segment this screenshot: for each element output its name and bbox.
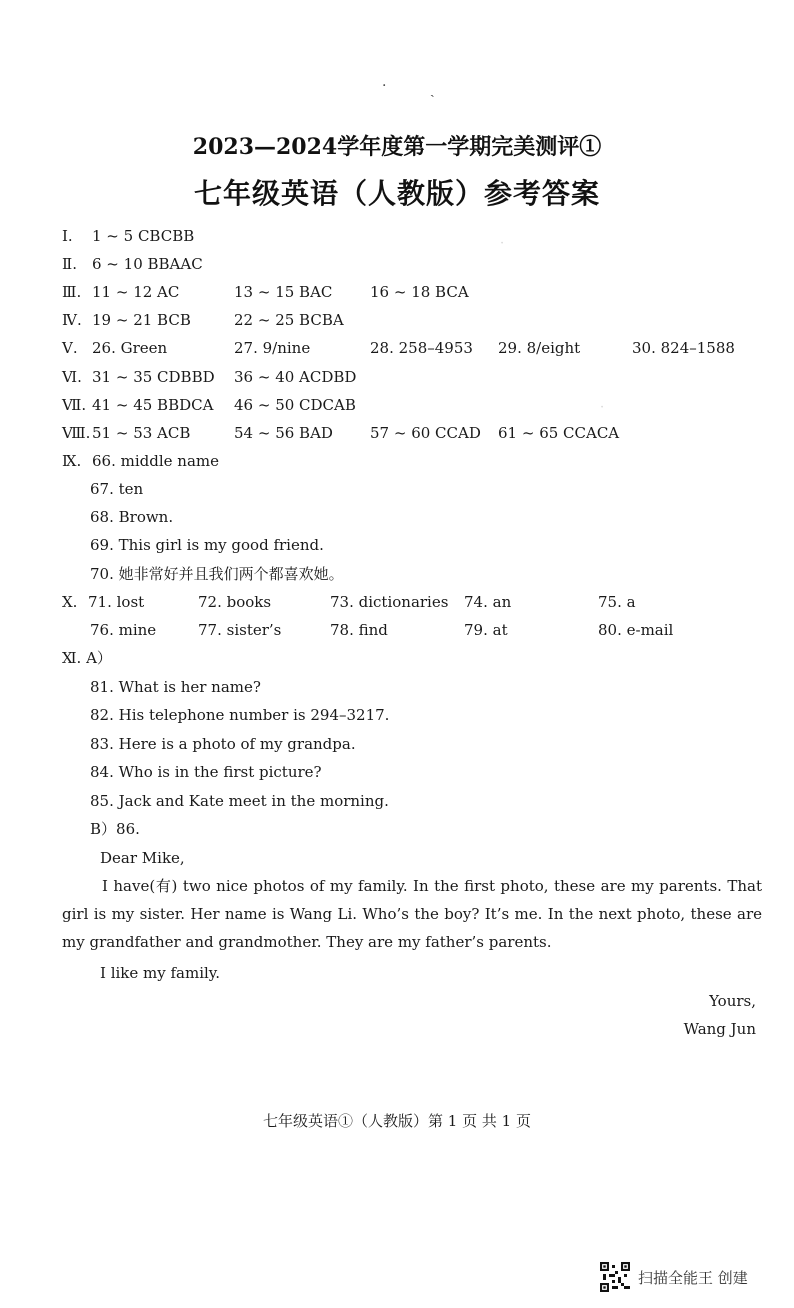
answer-line: 81. What is her name? [90, 678, 261, 696]
qr-code-icon [600, 1262, 630, 1292]
answer-cell: 16 ~ 18 BCA [370, 283, 469, 301]
answer-cell: 36 ~ 40 ACDBD [234, 368, 357, 386]
answer-cell: 74. an [464, 593, 512, 611]
answer-cell: 76. mine [90, 621, 157, 639]
section-number: Ⅲ. [62, 283, 82, 301]
answer-cell: 30. 824–1588 [632, 339, 735, 357]
section-x-row-2 [62, 619, 762, 641]
section-number: Ⅷ. [62, 424, 91, 442]
page-title: 2023—2024学年度第一学期完美测评① [192, 134, 602, 160]
answer-cell: 26. Green [92, 339, 168, 357]
letter-body: I have(有) two nice photos of my family. In the first photo, these are my parents. That girl is my sister. Her name is Wang Li. Who’s the boy? It’s me. In the next photo, these are my grandfather and grandmother. They are my father’s parents. [62, 877, 762, 951]
answer-cell: 11 ~ 12 AC [92, 283, 180, 301]
answer-line: 83. Here is a photo of my grandpa. [90, 735, 356, 753]
section-number: Ⅸ. [62, 452, 82, 470]
page-footer: 七年级英语①（人教版）第 1 页 共 1 页 [263, 1112, 531, 1130]
letter-closing-line: I like my family. [100, 964, 221, 982]
answer-line: 68. Brown. [90, 508, 174, 526]
answer-cell: 51 ~ 53 ACB [92, 424, 191, 442]
answer-line: 70. 她非常好并且我们两个都喜欢她。 [90, 565, 344, 583]
section-number: Ⅵ. [62, 368, 82, 386]
section-row [62, 309, 762, 331]
answer-cell: 13 ~ 15 BAC [234, 283, 333, 301]
answer-cell: 41 ~ 45 BBDCA [92, 396, 214, 414]
answer-line: 85. Jack and Kate meet in the morning. [90, 792, 389, 810]
answer-cell: 71. lost [88, 593, 145, 611]
answer-cell: 28. 258–4953 [370, 339, 473, 357]
section-xi-b-heading: B）86. [90, 820, 140, 838]
answer-cell: 79. at [464, 621, 508, 639]
section-number: Ⅶ. [62, 396, 87, 414]
answer-line: 67. ten [90, 480, 144, 498]
answer-cell: 61 ~ 65 CCACA [498, 424, 620, 442]
section-row [62, 450, 762, 472]
answer-cell: 46 ~ 50 CDCAB [234, 396, 356, 414]
section-row [62, 337, 762, 359]
answer-cell: 6 ~ 10 BBAAC [92, 255, 203, 273]
answer-cell: 77. sister’s [198, 621, 282, 639]
answer-cell: 72. books [198, 593, 272, 611]
section-x-row-1 [62, 591, 762, 613]
scan-speck: · [382, 78, 387, 94]
letter-signature: Wang Jun [683, 1020, 756, 1038]
answer-line: 84. Who is in the first picture? [90, 763, 322, 781]
scanner-label: 扫描全能王 创建 [638, 1268, 748, 1287]
section-number: Ⅳ. [62, 311, 82, 329]
letter-sign-off: Yours, [709, 992, 756, 1010]
section-row [62, 225, 762, 247]
section-row [62, 422, 762, 444]
section-number: Ⅹ. [62, 593, 78, 611]
page-subtitle: 七年级英语（人教版）参考答案 [193, 177, 600, 210]
section-number: Ⅰ. [62, 227, 73, 245]
scanner-watermark [600, 1262, 748, 1292]
section-row [62, 394, 762, 416]
answer-cell: 54 ~ 56 BAD [234, 424, 333, 442]
answer-cell: 73. dictionaries [330, 593, 449, 611]
scan-speck: ˏ [430, 82, 435, 98]
section-row [62, 253, 762, 275]
answer-cell: 22 ~ 25 BCBA [234, 311, 344, 329]
answer-line: 69. This girl is my good friend. [90, 536, 324, 554]
answer-cell: 19 ~ 21 BCB [92, 311, 191, 329]
answer-cell: 78. find [330, 621, 388, 639]
answer-cell: 1 ~ 5 CBCBB [92, 227, 195, 245]
answer-cell: 29. 8/eight [498, 339, 581, 357]
answer-cell: 75. a [598, 593, 636, 611]
answer-cell: 27. 9/nine [234, 339, 311, 357]
answer-cell: 80. e-mail [598, 621, 674, 639]
section-row [62, 366, 762, 388]
section-number: Ⅱ. [62, 255, 77, 273]
section-xi-heading: Ⅺ. A） [62, 649, 112, 667]
letter-greeting: Dear Mike, [100, 849, 185, 867]
section-row [62, 281, 762, 303]
answer-cell: 66. middle name [92, 452, 219, 470]
answer-cell: 57 ~ 60 CCAD [370, 424, 481, 442]
section-number: Ⅴ. [62, 339, 78, 357]
answer-line: 82. His telephone number is 294–3217. [90, 706, 390, 724]
answer-cell: 31 ~ 35 CDBBD [92, 368, 215, 386]
